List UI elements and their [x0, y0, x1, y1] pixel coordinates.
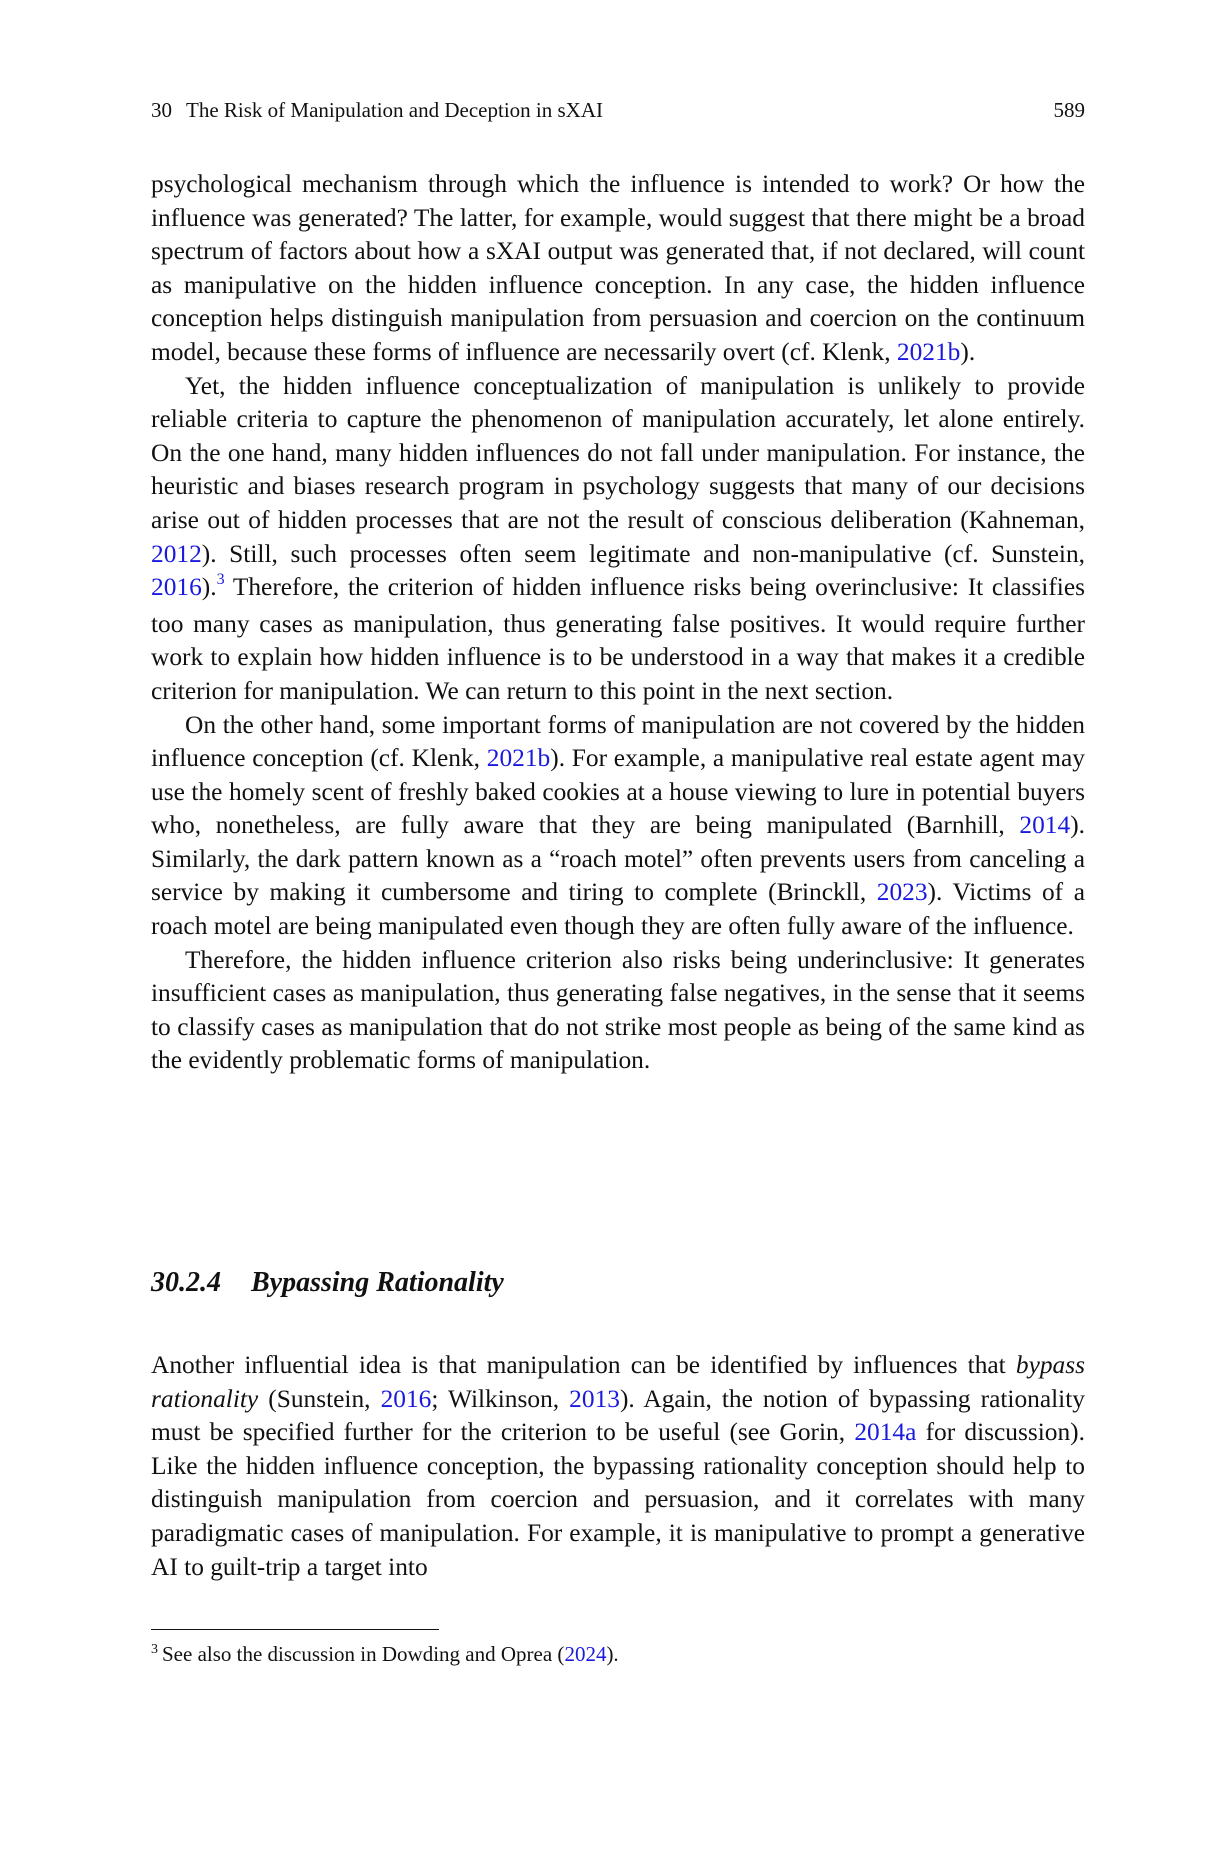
chapter-number: 30 — [151, 98, 172, 122]
text-run: See also the discussion in Dowding and Oprea ( — [162, 1642, 565, 1666]
text-run: Yet, the hidden influence conceptualization of manipulation is unlikely to provide reliable criteria to capture the phenomenon of manipulation accurately, let alone entirely. On the one hand, many hidden influences do not fall under manipulation. For instance, the heuristic and biases research program in psychology suggests that many of our decisions arise out of hidden processes that are not the result of conscious deliberation (Kahneman, — [151, 371, 1085, 534]
paragraph — [151, 168, 1085, 370]
body-text — [151, 168, 1085, 1078]
text-run: ). — [606, 1642, 619, 1666]
chapter-title: The Risk of Manipulation and Deception in sXAI — [186, 98, 604, 122]
running-header — [151, 97, 1085, 123]
citation-link[interactable]: 2016 — [151, 573, 202, 602]
text-run: (Sunstein, — [258, 1384, 381, 1413]
footnote — [151, 1640, 619, 1672]
footnote-divider — [151, 1629, 439, 1630]
citation-link[interactable]: 2014a — [854, 1418, 917, 1447]
citation-link[interactable]: 2014 — [1019, 811, 1071, 840]
text-run: ). Similarly, the dark pattern known as a “roach motel” often prevents users from canceling a service by making it cumbersome and tiring to complete (Brinckll, — [151, 811, 1085, 907]
page-number: 589 — [1053, 98, 1085, 122]
section-number: 30.2.4 — [151, 1267, 221, 1298]
text-run: psychological mechanism through which the influence is intended to work? Or how the influence was generated? The latter, for example, would suggest that there might be a broad spectrum of factors about how a sXAI output was generated that, if not declared, will count as manipulative on the hidden influence conception. In any case, the hidden influence conception helps distinguish manipulation from persuasion and coercion on the continuum model, because these forms of influence are necessarily overt (cf. Klenk, — [151, 170, 1085, 366]
paragraph — [151, 1349, 1085, 1584]
paragraph — [151, 370, 1085, 709]
section-heading — [151, 1266, 504, 1300]
section-title: Bypassing Rationality — [251, 1267, 504, 1298]
citation-link[interactable]: 2024 — [564, 1642, 607, 1666]
emphasized-text: bypass rationality — [151, 1351, 1085, 1413]
paragraph — [151, 944, 1085, 1078]
footnote-number: 3 — [151, 1642, 158, 1657]
text-run: Another influential idea is that manipulation can be identified by influences that — [151, 1351, 1016, 1379]
text-run: ). Again, the notion of bypassing rationality must be specified further for the criterion to be useful (see Gorin, — [151, 1384, 1085, 1447]
text-run: for discussion). Like the hidden influence conception, the bypassing rationality conception should help to distinguish manipulation from coercion and persuasion, and it correlates with many paradigmatic cases of manipulation. For example, it is manipulative to prompt a generative AI to guilt-trip a target into — [151, 1418, 1085, 1581]
paragraph — [151, 709, 1085, 944]
text-run: ). For example, a manipulative real estate agent may use the homely scent of freshly baked cookies at a house viewing to lure in potential buyers who, nonetheless, are fully aware that they are being manipulated (Barnhill, — [151, 744, 1085, 840]
citation-link[interactable]: 2021b — [486, 744, 551, 773]
text-run: On the other hand, some important forms of manipulation are not covered by the hidden influence conception (cf. Klenk, — [151, 710, 1085, 773]
citation-link[interactable]: 2016 — [380, 1384, 432, 1413]
citation-link[interactable]: 2013 — [569, 1384, 620, 1413]
section-body — [151, 1349, 1085, 1584]
text-run: ; Wilkinson, — [431, 1384, 570, 1413]
text-run: ). Victims of a roach motel are being manipulated even though they are often fully aware of the influence. — [151, 878, 1085, 941]
text-run: Therefore, the hidden influence criterion also risks being underinclusive: It generates insufficient cases as manipulation, thus generating false negatives, in the sense that it seems to classify cases as manipulation that do not strike most people as being of the same kind as the evidently problematic forms of manipulation. — [151, 945, 1085, 1075]
citation-link[interactable]: 2021b — [896, 337, 961, 366]
text-run: ). Still, such processes often seem legitimate and non-manipulative (cf. Sunstein, — [201, 539, 1085, 568]
text-run: Therefore, the criterion of hidden influence risks being overinclusive: It classifies too many cases as manipulation, thus generating false positives. It would require further work to explain how hidden influence is to be understood in a way that makes it a credible criterion for manipulation. We can return to this point in the next section. — [151, 573, 1085, 705]
citation-link[interactable]: 2023 — [876, 878, 928, 907]
footnote-reference-link[interactable]: 3 — [216, 571, 225, 589]
text-run: ). — [201, 573, 217, 602]
citation-link[interactable]: 2012 — [151, 539, 202, 568]
running-title — [151, 97, 603, 123]
text-run: ). — [960, 337, 976, 366]
